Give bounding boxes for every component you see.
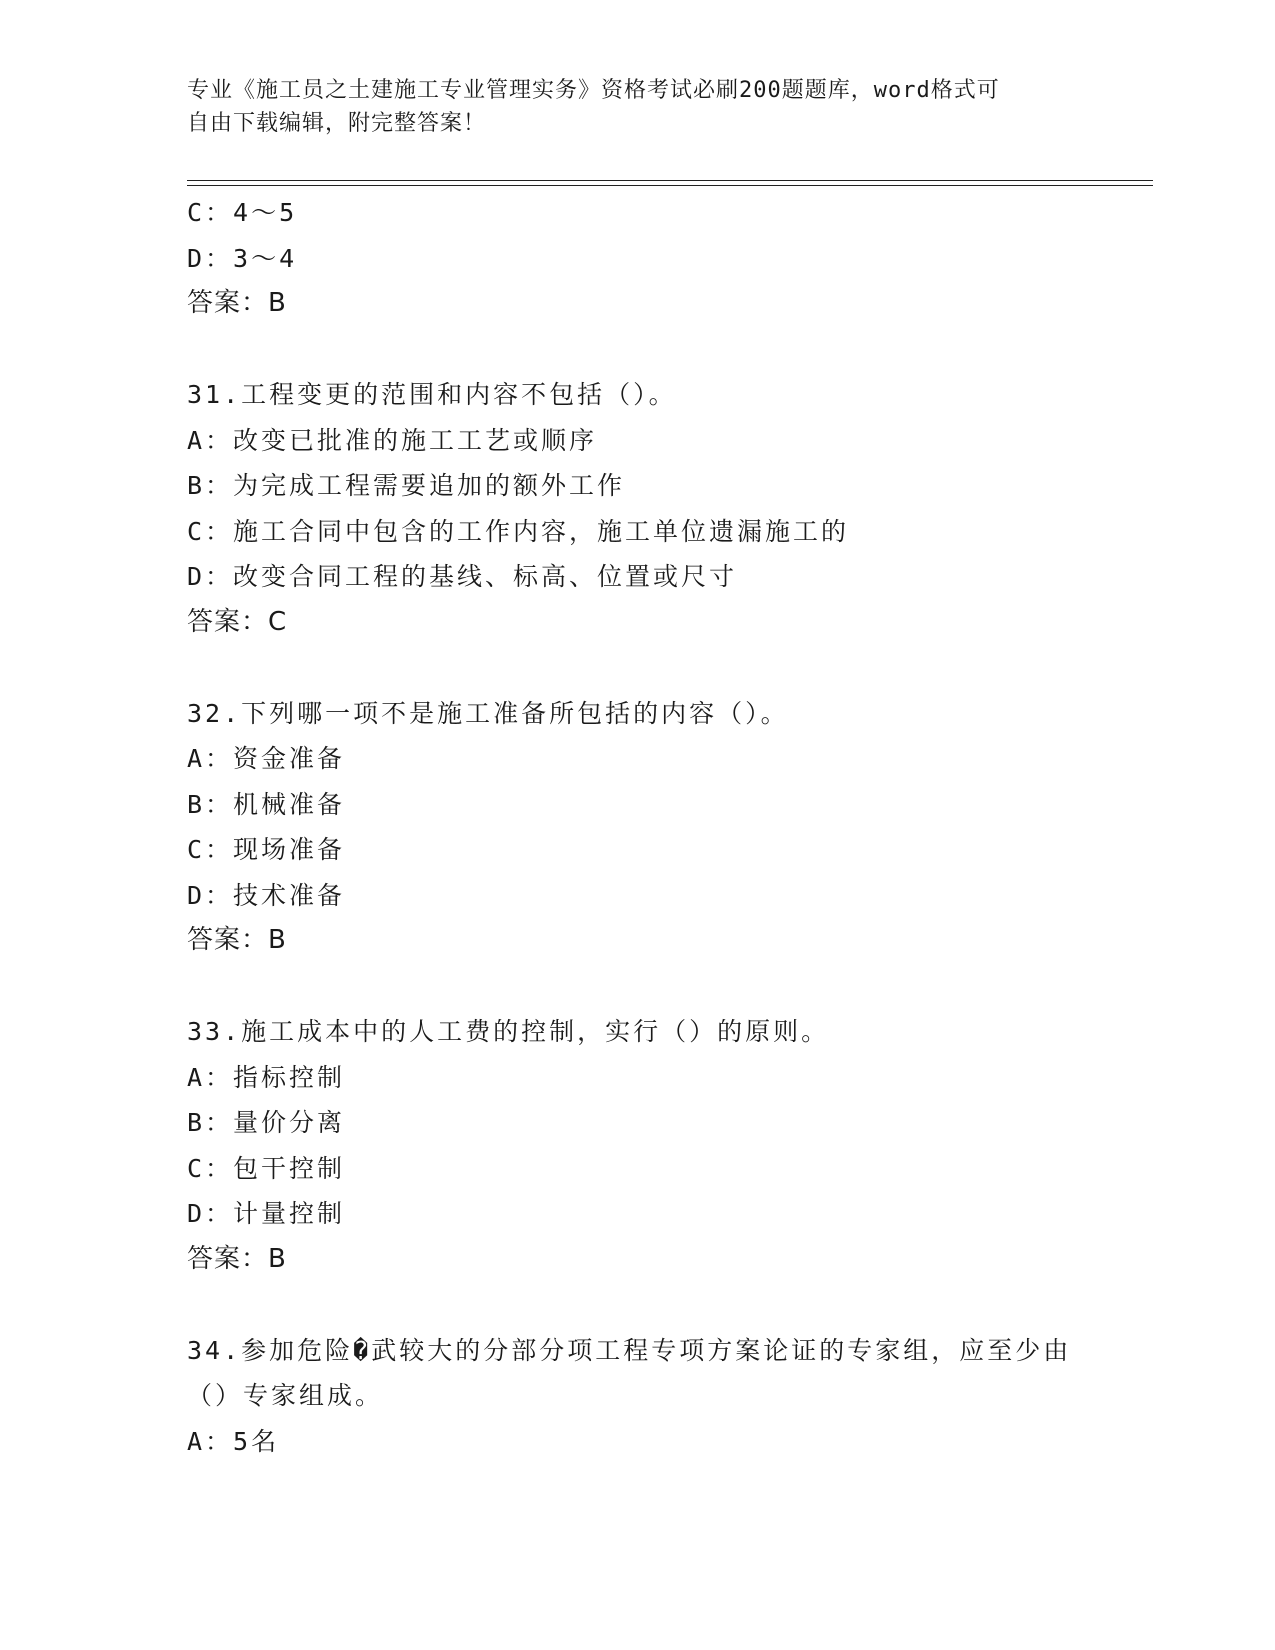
header-divider-bottom (187, 185, 1153, 186)
question-item (187, 1009, 1087, 1282)
question-item (187, 691, 1087, 964)
option-b: B：量价分离 (187, 1108, 346, 1137)
option-d: D：计量控制 (187, 1199, 346, 1228)
option-a: A：资金准备 (187, 744, 346, 773)
question-item (187, 1328, 1087, 1465)
option-c: C：现场准备 (187, 835, 346, 864)
option-d: D：改变合同工程的基线、标高、位置或尺寸 (187, 562, 738, 591)
option-d: D：技术准备 (187, 880, 346, 910)
option-b: B：机械准备 (187, 789, 346, 819)
option-a: A：指标控制 (187, 1062, 346, 1092)
question-stem: 32.下列哪一项不是施工准备所包括的内容（）。 (187, 698, 789, 728)
answer-label: 答案：B (187, 1243, 287, 1274)
option-d: D：3～4 (187, 243, 298, 273)
option-a: A：5名 (187, 1426, 280, 1456)
question-stem-continued: （）专家组成。 (187, 1381, 384, 1410)
question-stem: 34.参加危险�武较大的分部分项工程专项方案论证的专家组，应至少由 (187, 1335, 1072, 1365)
question-stem: 33.施工成本中的人工费的控制，实行（）的原则。 (187, 1017, 830, 1046)
header-line-2: 自由下载编辑，附完整答案！ (187, 111, 487, 136)
header-divider-top (187, 180, 1153, 181)
option-a: A：改变已批准的施工工艺或顺序 (187, 425, 598, 455)
option-b: B：为完成工程需要追加的额外工作 (187, 471, 626, 500)
option-c: C：4～5 (187, 198, 298, 227)
answer-label: 答案：B (187, 925, 287, 955)
question-list (187, 190, 1087, 1464)
document-header (187, 74, 1087, 140)
header-line-1: 专业《施工员之土建施工专业管理实务》资格考试必刷200题题库，word格式可 (187, 78, 1000, 103)
answer-label: 答案：C (187, 606, 288, 637)
option-c: C：包干控制 (187, 1153, 346, 1183)
question-item (187, 372, 1087, 645)
answer-label: 答案：B (187, 288, 287, 318)
option-c: C：施工合同中包含的工作内容，施工单位遗漏施工的 (187, 516, 850, 546)
question-stem: 31.工程变更的范围和内容不包括（）。 (187, 380, 677, 409)
